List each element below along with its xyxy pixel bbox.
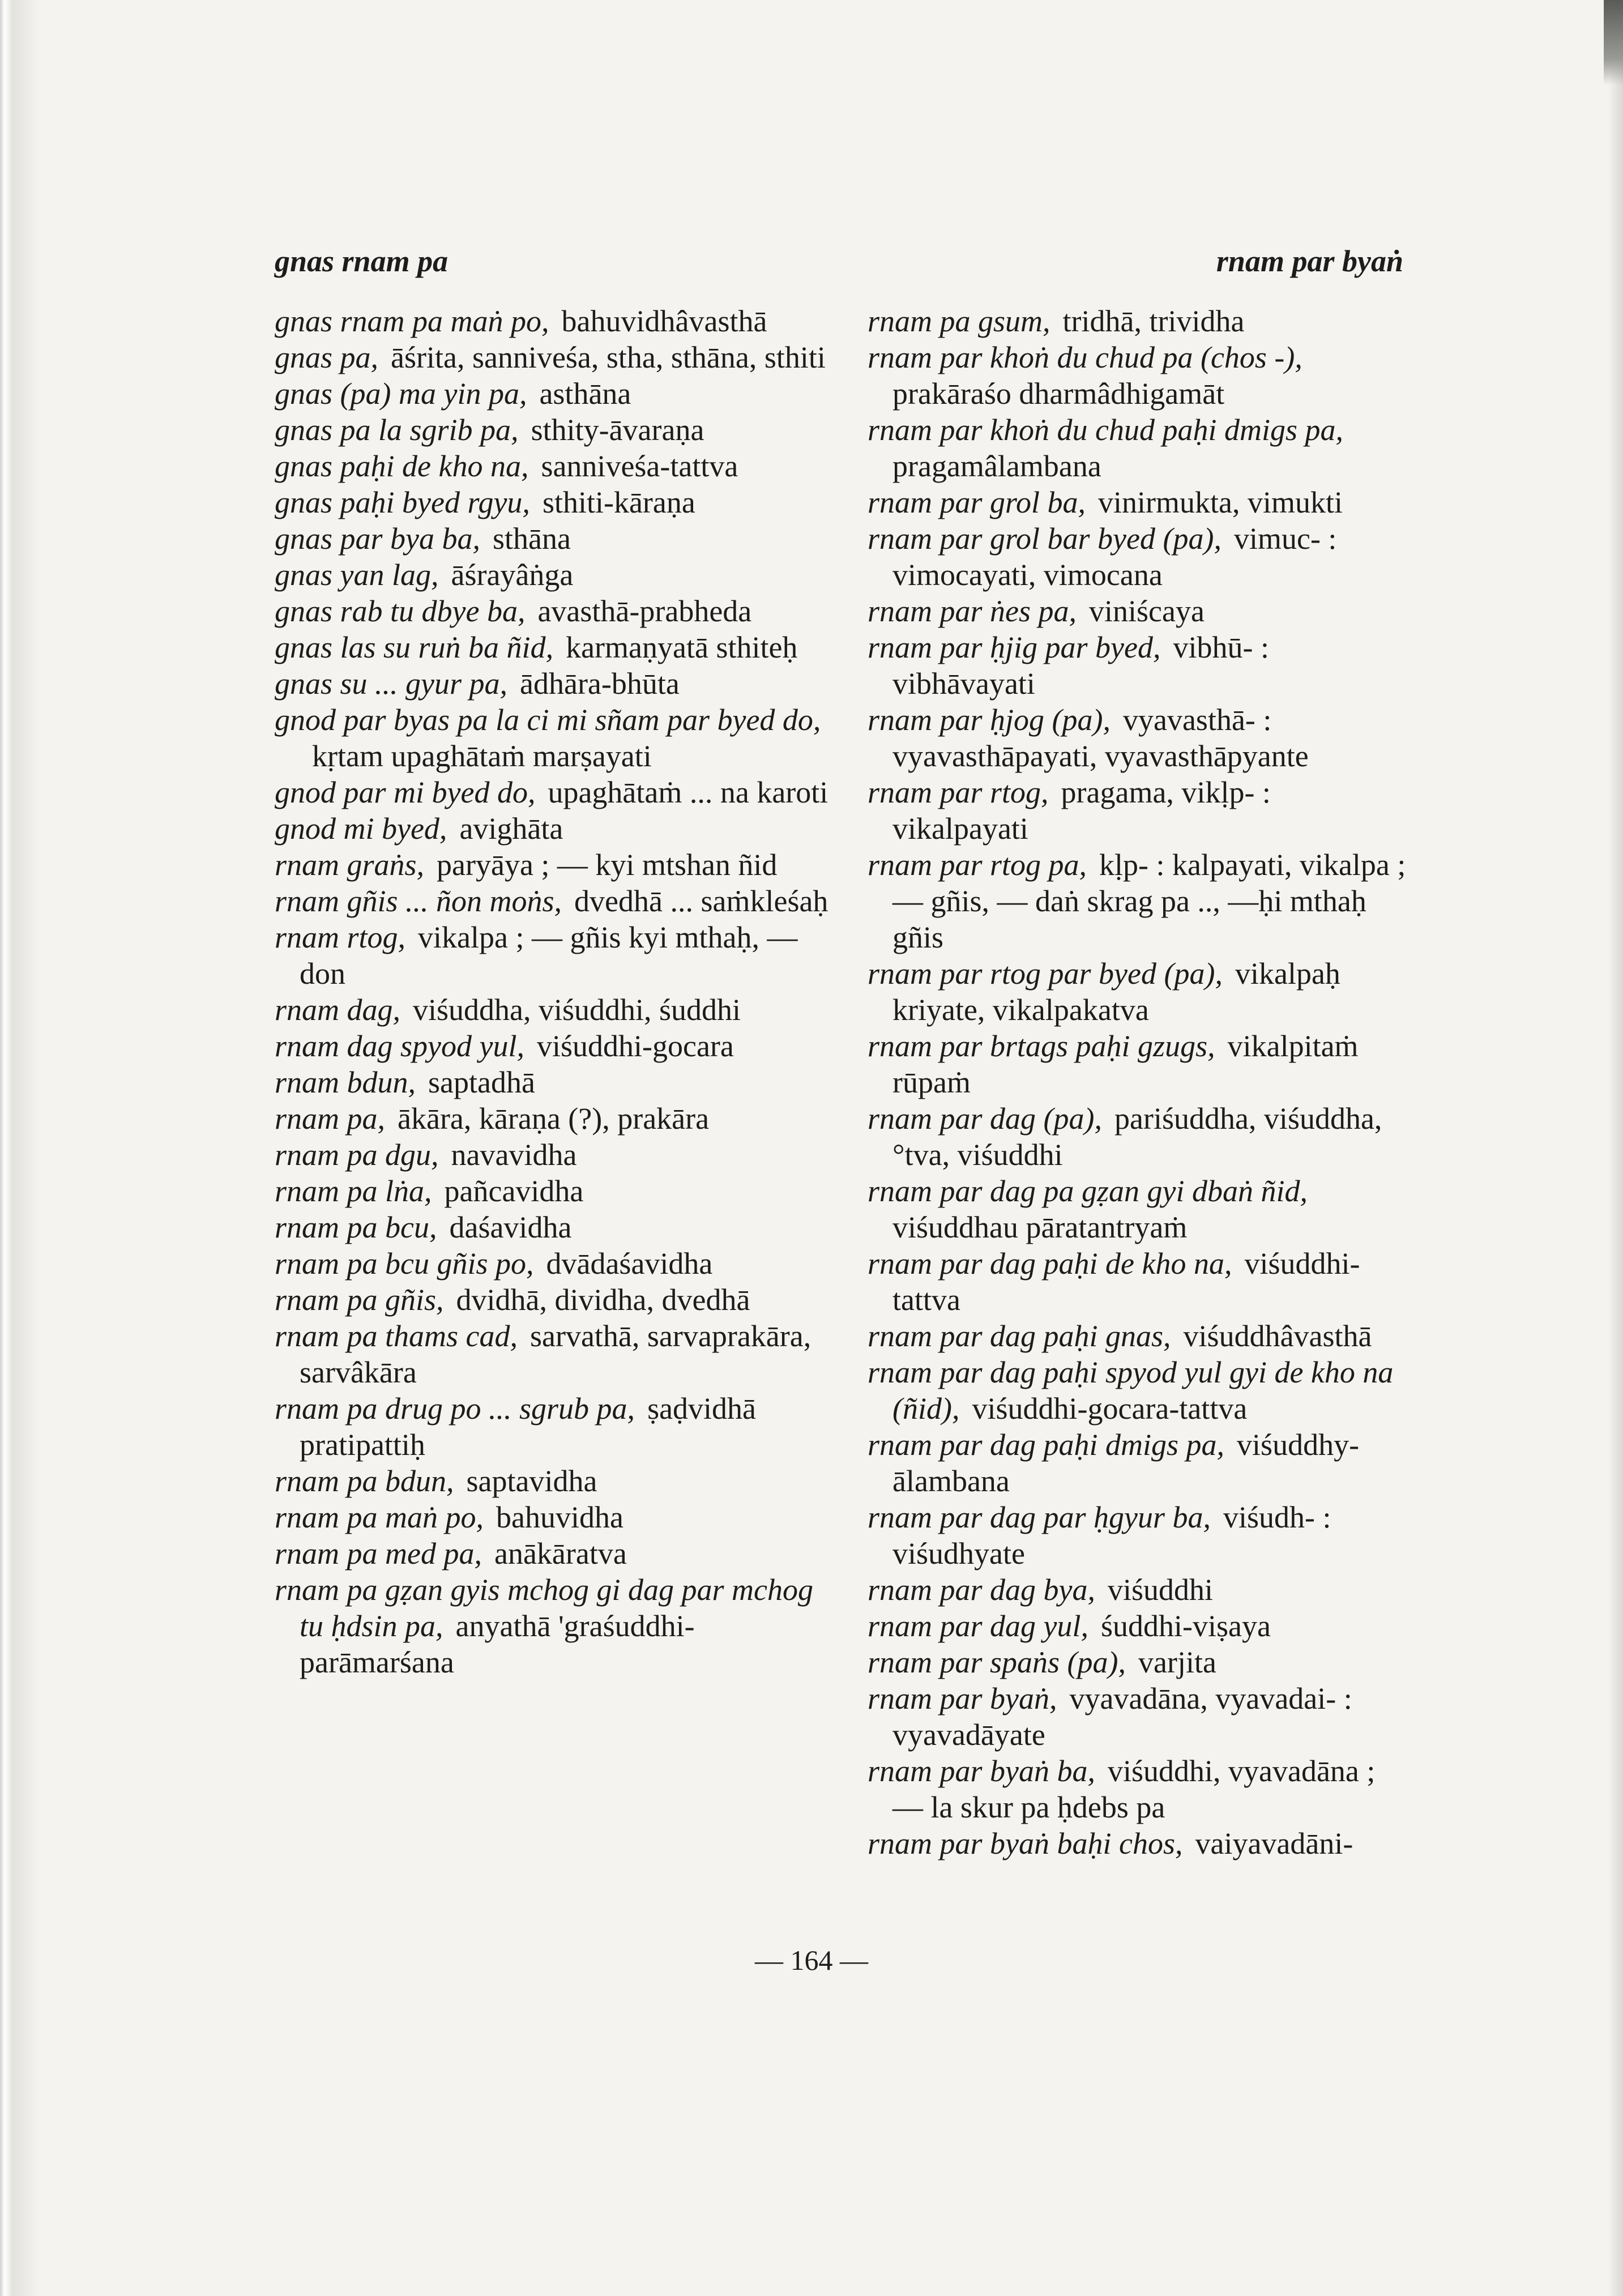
dictionary-entry: [868, 847, 1411, 955]
dictionary-entry: [275, 992, 830, 1028]
dictionary-entry: [275, 1245, 830, 1282]
dictionary-entry: [868, 1499, 1411, 1572]
scan-corner-shadow: [1604, 0, 1623, 85]
entry-gloss: upaghātaṁ ... na karoti: [548, 775, 828, 809]
entry-gloss: anyathā 'graśuddhi-parāmarśana: [300, 1609, 695, 1679]
entry-gloss: sarvathā, sarvaprakāra, sarvâkāra: [300, 1319, 812, 1389]
dictionary-entry: [868, 1644, 1411, 1680]
entry-term: rnam pa bdun,: [275, 1464, 454, 1498]
dictionary-entry: [868, 1100, 1411, 1173]
entry-gloss: pragamâlambana: [892, 449, 1101, 483]
entry-gloss: āśrita, sanniveśa, stha, sthāna, sthiti: [391, 340, 826, 374]
entry-gloss: pañcavidha: [444, 1174, 584, 1208]
entry-term: rnam par rtog par byed (pa),: [868, 957, 1223, 991]
entry-gloss: viśuddhi, vyavadāna ; — la skur pa ḥdebs pa: [892, 1754, 1376, 1824]
dictionary-entry: [275, 629, 830, 665]
dictionary-entry: [868, 1427, 1411, 1499]
entry-term: rnam par khoṅ du chud pa (chos -),: [868, 340, 1302, 374]
entry-gloss: viśuddhau pāratantryaṁ: [892, 1210, 1188, 1244]
dictionary-entry: [275, 810, 830, 847]
dictionary-entry: [868, 702, 1411, 774]
dictionary-entry: [275, 1064, 830, 1100]
entry-gloss: viśuddhi-gocara: [536, 1029, 734, 1063]
entry-term: gnas pa la sgrib pa,: [275, 413, 519, 447]
entry-term: gnas par bya ba,: [275, 522, 480, 556]
entry-term: gnod mi byed,: [275, 812, 447, 846]
dictionary-entry: [275, 774, 830, 810]
dictionary-entry: [868, 1825, 1411, 1862]
dictionary-entry: [275, 665, 830, 702]
entry-term: rnam pa gẓan gyis mchog gi dag par mchog tu ḥdsin pa,: [275, 1573, 813, 1643]
entry-term: gnod par mi byed do,: [275, 775, 536, 809]
entry-gloss: paryāya ; — kyi mtshan ñid: [437, 848, 778, 882]
entry-term: rnam par spaṅs (pa),: [868, 1645, 1126, 1679]
entry-gloss: āśrayâṅga: [451, 558, 574, 592]
entry-term: gnas rnam pa maṅ po,: [275, 304, 549, 338]
dictionary-entry: [868, 629, 1411, 702]
entry-term: gnas yan lag,: [275, 558, 439, 592]
entry-term: rnam rtog,: [275, 920, 406, 954]
dictionary-entry: [275, 520, 830, 557]
entry-gloss: kḷp- : kalpayati, vikalpa ; — gñis, — daṅ skrag pa .., —ḥi mthaḥ gñis: [892, 848, 1406, 954]
entry-term: rnam par ḥjig par byed,: [868, 630, 1161, 664]
dictionary-entry: [868, 593, 1411, 629]
entry-term: gnas su ... gyur pa,: [275, 667, 508, 701]
running-head-left: gnas rnam pa: [275, 244, 449, 278]
entry-gloss: viśuddhâvasthā: [1183, 1319, 1372, 1353]
entry-gloss: viśuddhi-gocara-tattva: [972, 1392, 1248, 1426]
dictionary-entry: [868, 339, 1411, 412]
dictionary-entry: [275, 1572, 830, 1680]
entry-gloss: varjita: [1138, 1645, 1216, 1679]
entry-term: rnam par khoṅ du chud paḥi dmigs pa,: [868, 413, 1343, 447]
entry-gloss: sthāna: [493, 522, 571, 556]
entry-term: rnam par dag yul,: [868, 1609, 1088, 1643]
dictionary-entry: [275, 1390, 830, 1463]
entry-gloss: pariśuddha, viśuddha, °tva, viśuddhi: [892, 1102, 1382, 1172]
dictionary-entry: [275, 1463, 830, 1499]
entry-term: rnam pa dgu,: [275, 1138, 439, 1172]
page-number: — 164 —: [755, 1944, 868, 1976]
entry-gloss: daśavidha: [449, 1210, 572, 1244]
entry-term: rnam par byaṅ ba,: [868, 1754, 1095, 1788]
entry-gloss: dvedhā ... saṁkleśaḥ: [574, 884, 828, 918]
left-column: [275, 303, 830, 1680]
dictionary-entry: [868, 1572, 1411, 1608]
entry-term: rnam par dag paḥi spyod yul gyi de kho na (ñid),: [868, 1355, 1394, 1426]
dictionary-entry: [868, 303, 1411, 339]
entry-term: gnas pa,: [275, 340, 379, 374]
dictionary-entry: [868, 412, 1411, 484]
entry-term: rnam par brtags paḥi gzugs,: [868, 1029, 1215, 1063]
dictionary-entry: [868, 520, 1411, 593]
entry-gloss: viśuddhy-ālambana: [892, 1428, 1360, 1498]
entry-term: gnas rab tu dbye ba,: [275, 594, 526, 628]
dictionary-entry: [275, 1173, 830, 1209]
entry-gloss: bahuvidha: [496, 1500, 623, 1534]
entry-term: rnam dag,: [275, 993, 401, 1027]
entry-gloss: avighāta: [459, 812, 563, 846]
entry-term: rnam pa bcu,: [275, 1210, 437, 1244]
dictionary-entry: [275, 448, 830, 484]
entry-term: gnas paḥi byed rgyu,: [275, 485, 530, 519]
entry-gloss: ṣaḍvidhā pratipattiḥ: [300, 1392, 757, 1462]
entry-gloss: navavidha: [451, 1138, 577, 1172]
dictionary-entry: [275, 919, 830, 992]
entry-gloss: prakāraśo dharmâdhigamāt: [892, 377, 1225, 411]
entry-gloss: sanniveśa-tattva: [541, 449, 738, 483]
entry-gloss: kṛtam upaghātaṁ marṣayati: [312, 739, 652, 773]
dictionary-entry: [275, 484, 830, 520]
entry-term: rnam pa med pa,: [275, 1537, 482, 1571]
entry-gloss: vibhū- : vibhāvayati: [892, 630, 1269, 701]
entry-gloss: anākāratva: [494, 1537, 627, 1571]
dictionary-entry: [275, 847, 830, 883]
entry-gloss: vinirmukta, vimukti: [1098, 485, 1343, 519]
dictionary-entry: [868, 1680, 1411, 1753]
entry-gloss: dvidhā, dividha, dvedhā: [456, 1283, 750, 1317]
entry-gloss: sthiti-kāraṇa: [542, 485, 695, 519]
entry-term: rnam par rtog,: [868, 775, 1049, 809]
entry-term: rnam pa bcu gñis po,: [275, 1247, 534, 1281]
dictionary-entry: [868, 1354, 1411, 1427]
dictionary-entry: [275, 412, 830, 448]
entry-term: rnam par ḥjog (pa),: [868, 703, 1111, 737]
dictionary-entry: [275, 883, 830, 919]
dictionary-entry: [868, 484, 1411, 520]
dictionary-entry: [275, 702, 830, 774]
dictionary-entry: [868, 1028, 1411, 1100]
running-head-right: rnam par byaṅ: [1216, 244, 1403, 278]
entry-term: rnam par dag par ḥgyur ba,: [868, 1500, 1211, 1534]
entry-term: gnod par byas pa la ci mi sñam par byed do,: [275, 703, 821, 737]
dictionary-entry: [868, 1608, 1411, 1644]
dictionary-entry: [275, 1535, 830, 1572]
entry-gloss: vyavadāna, vyavadai- : vyavadāyate: [892, 1682, 1352, 1752]
entry-term: rnam par dag bya,: [868, 1573, 1095, 1607]
entry-term: rnam graṅs,: [275, 848, 425, 882]
entry-term: gnas las su ruṅ ba ñid,: [275, 630, 554, 664]
dictionary-entry: [275, 375, 830, 412]
entry-term: rnam pa thams cad,: [275, 1319, 518, 1353]
entry-gloss: vikalpaḥ kriyate, vikalpakatva: [892, 957, 1340, 1027]
entry-term: rnam par rtog pa,: [868, 848, 1087, 882]
entry-term: gnas (pa) ma yin pa,: [275, 377, 527, 411]
entry-term: rnam par dag pa gẓan gyi dbaṅ ñid,: [868, 1174, 1308, 1208]
entry-term: rnam pa,: [275, 1102, 386, 1136]
entry-gloss: karmaṇyatā sthiteḥ: [566, 630, 798, 664]
entry-term: rnam par byaṅ baḥi chos,: [868, 1826, 1183, 1860]
entry-gloss: vaiyavadāni-: [1195, 1826, 1353, 1860]
entry-term: rnam pa maṅ po,: [275, 1500, 484, 1534]
entry-term: rnam dag spyod yul,: [275, 1029, 524, 1063]
entry-term: rnam par dag paḥi de kho na,: [868, 1247, 1232, 1281]
dictionary-entry: [275, 557, 830, 593]
entry-term: rnam pa lṅa,: [275, 1174, 432, 1208]
dictionary-entry: [868, 1753, 1411, 1825]
entry-gloss: pragama, vikḷp- : vikalpayati: [892, 775, 1271, 846]
entry-term: rnam par ṅes pa,: [868, 594, 1077, 628]
entry-gloss: vimuc- : vimocayati, vimocana: [892, 522, 1337, 592]
entry-term: rnam par byaṅ,: [868, 1682, 1057, 1715]
entry-gloss: sthity-āvaraṇa: [531, 413, 704, 447]
right-column: [868, 303, 1411, 1862]
entry-gloss: bahuvidhâvasthā: [561, 304, 767, 338]
entry-gloss: śuddhi-viṣaya: [1101, 1609, 1271, 1643]
dictionary-entry: [275, 1028, 830, 1064]
entry-term: rnam bdun,: [275, 1065, 416, 1099]
entry-term: rnam par grol ba,: [868, 485, 1086, 519]
entry-gloss: viśudh- : viśudhyate: [892, 1500, 1331, 1571]
entry-gloss: saptadhā: [428, 1065, 535, 1099]
dictionary-entry: [275, 1499, 830, 1535]
entry-term: rnam pa gñis,: [275, 1283, 444, 1317]
entry-gloss: viśuddha, viśuddhi, śuddhi: [413, 993, 741, 1027]
entry-term: rnam par dag paḥi gnas,: [868, 1319, 1171, 1353]
dictionary-entry: [275, 1282, 830, 1318]
entry-gloss: viśuddhi-tattva: [892, 1247, 1360, 1317]
dictionary-entry: [868, 1318, 1411, 1354]
dictionary-entry: [275, 1137, 830, 1173]
entry-gloss: saptavidha: [466, 1464, 597, 1498]
dictionary-entry: [275, 1318, 830, 1390]
entry-term: rnam pa drug po ... sgrub pa,: [275, 1392, 635, 1426]
dictionary-entry: [868, 774, 1411, 847]
entry-gloss: ākāra, kāraṇa (?), prakāra: [398, 1102, 710, 1136]
dictionary-entry: [868, 1173, 1411, 1245]
entry-term: gnas paḥi de kho na,: [275, 449, 529, 483]
entry-gloss: viśuddhi: [1108, 1573, 1214, 1607]
entry-gloss: vyavasthā- : vyavasthāpayati, vyavasthāpyante: [892, 703, 1309, 773]
dictionary-entry: [275, 339, 830, 375]
entry-gloss: dvādaśavidha: [546, 1247, 713, 1281]
entry-gloss: asthāna: [539, 377, 631, 411]
entry-term: rnam pa gsum,: [868, 304, 1050, 338]
entry-gloss: vikalpa ; — gñis kyi mthaḥ, — don: [300, 920, 798, 991]
dictionary-entry: [275, 303, 830, 339]
entry-term: rnam gñis ... ñon moṅs,: [275, 884, 562, 918]
entry-gloss: tridhā, trividha: [1062, 304, 1245, 338]
dictionary-entry: [868, 955, 1411, 1028]
entry-term: rnam par dag (pa),: [868, 1102, 1102, 1136]
entry-term: rnam par grol bar byed (pa),: [868, 522, 1221, 556]
entry-gloss: avasthā-prabheda: [537, 594, 752, 628]
entry-term: rnam par dag paḥi dmigs pa,: [868, 1428, 1225, 1462]
dictionary-entry: [275, 593, 830, 629]
dictionary-entry: [275, 1209, 830, 1245]
dictionary-entry: [275, 1100, 830, 1137]
entry-gloss: vikalpitaṁ rūpaṁ: [892, 1029, 1359, 1099]
dictionary-entry: [868, 1245, 1411, 1318]
entry-gloss: ādhāra-bhūta: [520, 667, 680, 701]
entry-gloss: viniścaya: [1089, 594, 1205, 628]
